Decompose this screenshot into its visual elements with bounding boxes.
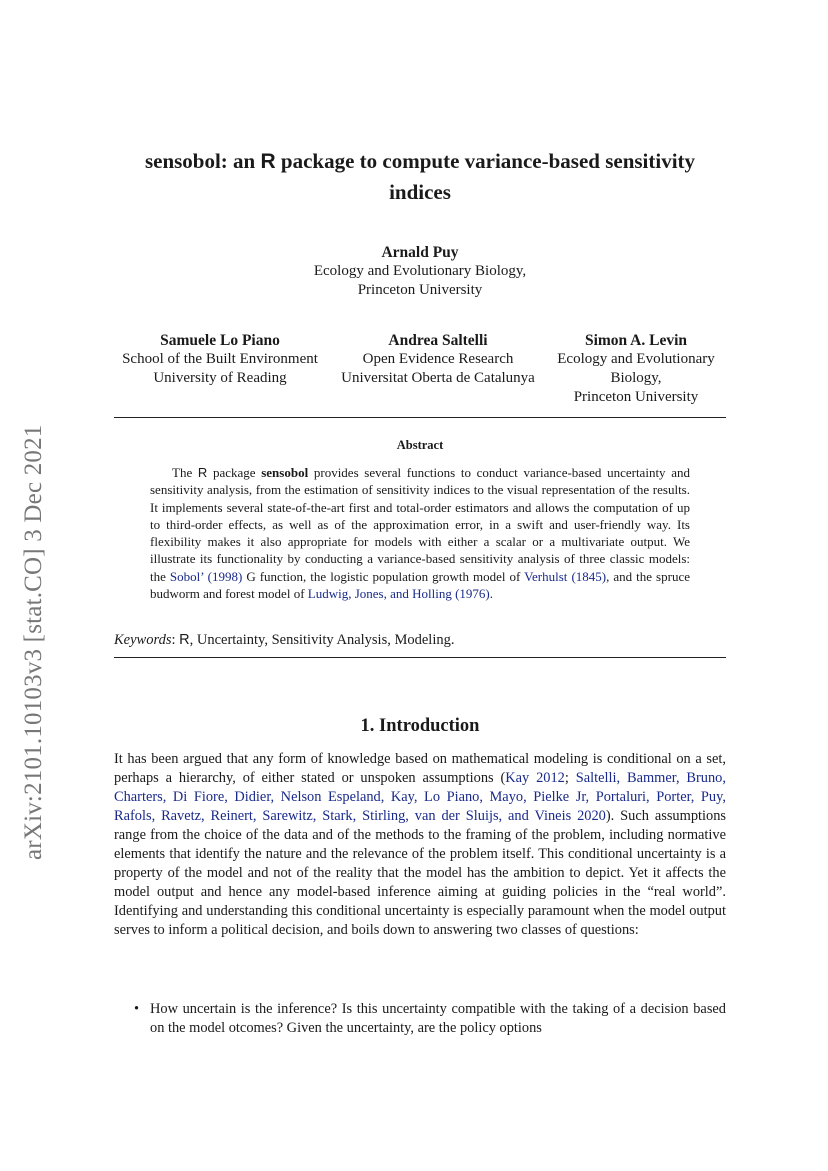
bottom-divider xyxy=(114,657,726,658)
r-language: R xyxy=(179,632,190,648)
author-name: Andrea Saltelli xyxy=(388,332,488,349)
author-affiliation: Universitat Oberta de Catalunya xyxy=(341,370,535,386)
paper-title xyxy=(114,146,726,208)
citation-link[interactable]: Sobol’ (1998) xyxy=(169,568,243,584)
coauthor-block xyxy=(108,331,332,388)
keywords-list: , Uncertainty, Sensitivity Analysis, Modeling. xyxy=(189,632,455,648)
abstract-text-run: G function, the logistic population growth model of xyxy=(242,568,525,584)
paragraph-text-run: ). Such assumptions range from the choice of the data and of the methods to the framing of the problem, including normative elements that identify the nature and the relevance of the problem itself. This conditional uncertainty is a property of the model and not of the reality that the model has the ambition to depict. Yet it affects the model output and hence any model-based inference aiming at guiding policies in the “real world”. Identifying and understanding this conditional uncertainty is especially paramount when the model output serves to inform a political decision, and boils down to answering two classes of questions: xyxy=(114,808,726,938)
keywords-line xyxy=(114,632,454,649)
paragraph-text-run: It has been argued that any form of knowledge based on mathematical modeling is conditional on a set, perhaps a hierarchy, of either stated or unspoken assumptions ( xyxy=(114,751,726,786)
author-affiliation: Princeton University xyxy=(573,389,699,405)
author-affiliation: Ecology and Evolutionary Biology, xyxy=(557,351,715,386)
author-affiliation: Princeton University xyxy=(357,282,483,298)
citation-link[interactable]: Kay 2012 xyxy=(505,770,565,786)
package-name: sensobol xyxy=(261,465,309,480)
citation-link[interactable]: Ludwig, Jones, and Holling (1976) xyxy=(307,586,490,602)
top-divider xyxy=(114,417,726,418)
author-affiliation: University of Reading xyxy=(153,370,287,386)
title-part1: sensobol: an xyxy=(144,149,261,173)
author-affiliation: School of the Built Environment xyxy=(122,351,318,367)
title-r-language: R xyxy=(260,150,276,173)
arxiv-identifier: arXiv:2101.10103v3 [stat.CO] 3 Dec 2021 xyxy=(20,424,47,860)
paragraph-text-run: ; xyxy=(564,770,576,786)
bullet-list xyxy=(114,1000,726,1038)
author-name: Arnald Puy xyxy=(381,244,459,261)
coauthor-block xyxy=(332,331,544,388)
author-affiliation: Ecology and Evolutionary Biology, xyxy=(313,263,527,279)
coauthor-block xyxy=(530,331,742,407)
citation-link[interactable]: Saltelli, Bammer, Bruno, Charters, Di Fiore, Didier, Nelson Espeland, Kay, Lo Piano, Mayo, Pielke Jr, Portaluri, Porter, Puy, Rafols, Ravetz, Reinert, Sarewitz, Stark, Stirling, van der Sluijs, and Vineis 2020 xyxy=(114,770,726,824)
author-affiliation: Open Evidence Research xyxy=(362,351,514,367)
lead-author-block xyxy=(114,243,726,300)
author-name: Samuele Lo Piano xyxy=(160,332,280,349)
abstract-heading: Abstract xyxy=(396,438,444,452)
keywords-label: Keywords xyxy=(114,632,172,648)
title-part2: package to compute variance-based sensitivity indices xyxy=(275,149,696,204)
abstract-text-run: provides several functions to conduct variance-based uncertainty and sensitivity analysis, from the estimation of sensitivity indices to the visual representation of the results. It implements several state-of-the-art first and total-order estimators and allows the computation of up to third-order effects, as well as of the approximation error, in a swift and user-friendly way. Its flexibility makes it also appropriate for models with either a scalar or a multivariate output. We illustrate its functionality by conducting a variance-based sensitivity analysis of three classic models: the xyxy=(150,465,690,584)
r-language: R xyxy=(197,465,208,480)
abstract-text-run: package xyxy=(207,465,262,480)
citation-link[interactable]: Verhulst (1845) xyxy=(524,568,607,584)
abstract-text-run: The xyxy=(172,465,198,480)
abstract-text-run: . xyxy=(489,586,494,602)
bullet-text: How uncertain is the inference? Is this uncertainty compatible with the taking of a decision based on the model otcomes? Given the uncertainty, are the policy options xyxy=(150,1001,726,1036)
intro-paragraph xyxy=(114,750,726,940)
abstract-text-run: , and the spruce budworm and forest model of xyxy=(150,568,690,602)
section-heading: 1. Introduction xyxy=(360,716,480,736)
abstract-text xyxy=(150,464,690,602)
keywords-separator: : xyxy=(171,632,180,648)
author-name: Simon A. Levin xyxy=(584,332,688,349)
bullet-icon: • xyxy=(134,1001,140,1017)
bullet-item xyxy=(114,1000,726,1038)
